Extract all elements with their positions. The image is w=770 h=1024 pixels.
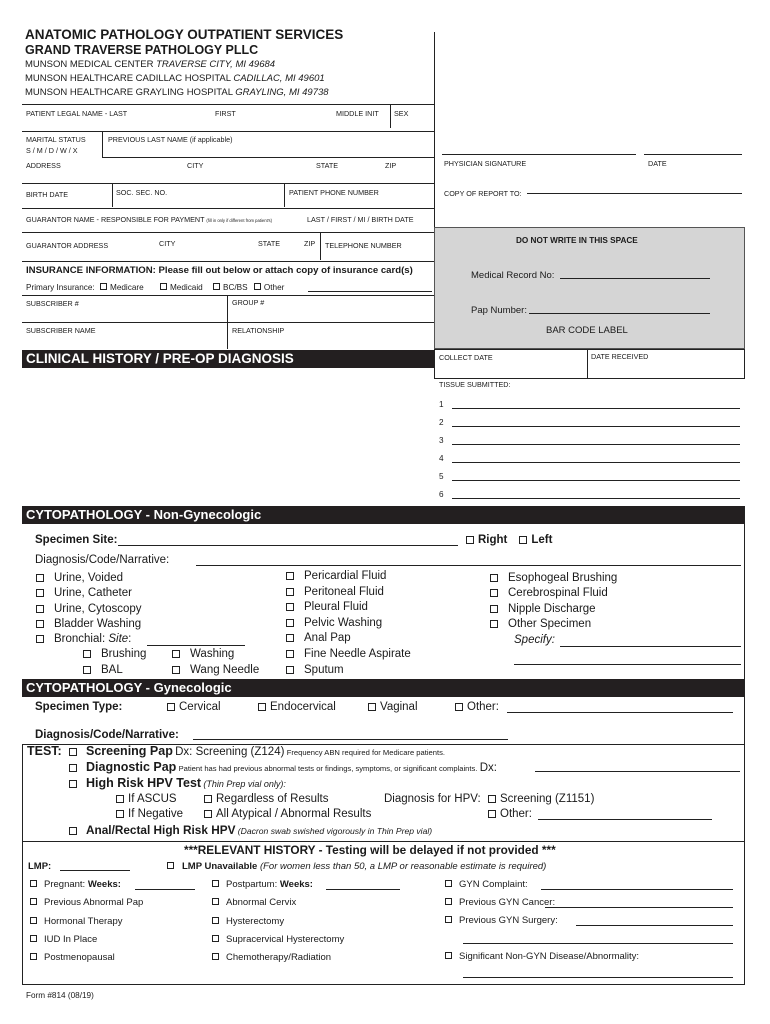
postpartum-weeks-line[interactable] — [326, 889, 400, 890]
nongyn-opt-washing[interactable] — [172, 648, 234, 660]
guarantor-text: GUARANTOR NAME - RESPONSIBLE FOR PAYMENT — [26, 215, 205, 224]
checkbox[interactable] — [455, 703, 463, 711]
primary-insurance-label: Primary Insurance: — [26, 283, 95, 292]
label-specimen-site: Specimen Site: — [35, 534, 118, 546]
nongyn-opt-esophogeal[interactable] — [490, 572, 617, 584]
checkbox[interactable] — [490, 620, 498, 628]
label-ssn: SOC. SEC. NO. — [116, 188, 168, 197]
nongyn-opt-bladder-washing[interactable] — [36, 618, 141, 630]
label-guarantor-state: STATE — [258, 239, 281, 248]
option-label: Significant Non-GYN Disease/Abnormality: — [459, 951, 640, 962]
checkbox[interactable] — [83, 650, 91, 658]
option-label: Chemotherapy/Radiation — [226, 952, 332, 963]
checkbox[interactable] — [212, 898, 219, 905]
weeks-label: Weeks: — [87, 879, 121, 890]
nongyn-opt-cerebrospinal[interactable] — [490, 587, 608, 599]
checkbox[interactable] — [488, 810, 496, 818]
nongyn-opt-brushing[interactable] — [83, 648, 146, 660]
label-zip: ZIP — [385, 161, 397, 170]
option-label: Anal Pap — [304, 632, 351, 644]
test-diagnostic-pap[interactable] — [69, 760, 497, 774]
gyn-cancer-line[interactable] — [545, 907, 733, 908]
nongyn-diagnosis-line[interactable] — [196, 565, 741, 566]
hpv-opt-other[interactable] — [488, 808, 532, 820]
checkbox[interactable] — [172, 650, 180, 658]
checkbox[interactable] — [490, 605, 498, 613]
checkbox[interactable] — [30, 880, 37, 887]
location-3-city: GRAYLING, MI 49738 — [235, 87, 329, 98]
tissue-line-2[interactable] — [452, 426, 740, 427]
hist-hormonal[interactable] — [30, 916, 123, 927]
gyn-surgery-line-2[interactable] — [463, 943, 733, 944]
option-label: Nipple Discharge — [508, 603, 596, 615]
option-label: Supracervical Hysterectomy — [226, 934, 345, 945]
grid-line — [22, 208, 435, 209]
screening-label: Screening Pap — [86, 744, 173, 758]
office-use-title: DO NOT WRITE IN THIS SPACE — [516, 236, 638, 245]
anal-label: Anal/Rectal High Risk HPV — [86, 823, 236, 837]
bronchial-site-line[interactable] — [147, 645, 245, 646]
option-label: Previous GYN Surgery: — [459, 915, 558, 926]
lmp-unavailable[interactable] — [167, 861, 546, 872]
option-label: Fine Needle Aspirate — [304, 648, 411, 660]
nongyn-opt-pleural[interactable] — [286, 601, 368, 613]
hist-gyn-cancer[interactable] — [445, 897, 555, 908]
location-1-name: MUNSON MEDICAL CENTER — [25, 59, 154, 70]
option-label: Other: — [500, 808, 532, 820]
option-label: If ASCUS — [128, 793, 177, 805]
medicare-label: Medicare — [110, 283, 144, 292]
nongyn-opt-urine-voided[interactable] — [36, 572, 123, 584]
gyn-opt-endocervical[interactable] — [258, 701, 336, 713]
nongyn-opt-anal-pap[interactable] — [286, 632, 351, 644]
physician-signature-line[interactable] — [442, 154, 636, 155]
label-middle: MIDDLE INIT — [336, 109, 379, 118]
patient-name-field[interactable] — [26, 118, 390, 128]
label-state: STATE — [316, 161, 339, 170]
medicare-checkbox[interactable] — [100, 283, 107, 290]
nongyn-opt-bronchial[interactable]: Bronchial: Site: — [36, 633, 131, 645]
specify-line[interactable] — [560, 646, 741, 647]
gyn-other-line[interactable] — [507, 712, 733, 713]
hist-hysterectomy[interactable] — [212, 916, 284, 927]
grid-line — [22, 183, 435, 184]
option-label: Endocervical — [270, 701, 336, 713]
label-relationship: RELATIONSHIP — [232, 326, 285, 335]
label-previous-name: PREVIOUS LAST NAME (if applicable) — [108, 135, 233, 144]
screening-dx: Dx: Screening (Z124) — [175, 746, 285, 758]
pap-number-line — [529, 313, 710, 314]
checkbox[interactable] — [172, 666, 180, 674]
specify-text: Specify — [514, 634, 552, 646]
grid-line — [744, 506, 745, 984]
form-number: Form #814 (08/19) — [26, 991, 94, 1000]
test-screening-pap[interactable] — [69, 744, 445, 758]
primary-insurance-row — [26, 283, 284, 292]
checkbox[interactable] — [69, 748, 77, 756]
tissue-line-1[interactable] — [452, 408, 740, 409]
label-guarantor — [26, 215, 272, 224]
checkbox[interactable] — [36, 574, 44, 582]
checkbox[interactable] — [167, 862, 174, 869]
location-1 — [25, 59, 275, 70]
nongyn-opt-other-specimen[interactable] — [490, 618, 591, 630]
label-marital: MARITAL STATUS — [26, 135, 86, 144]
option-label: Other: — [467, 701, 499, 713]
hist-non-gyn[interactable] — [445, 951, 639, 962]
hpv-opt-ascus[interactable] — [116, 793, 177, 805]
checkbox[interactable] — [36, 589, 44, 597]
option-label: Urine, Cytoscopy — [54, 603, 142, 615]
option-label: Peritoneal Fluid — [304, 586, 384, 598]
location-2 — [25, 73, 325, 84]
hist-prev-abnormal-pap[interactable] — [30, 897, 143, 908]
test-hpv[interactable] — [69, 776, 286, 790]
medicaid-checkbox[interactable] — [160, 283, 167, 290]
label-specimen-type: Specimen Type: — [35, 701, 123, 713]
option-label: BAL — [101, 664, 123, 676]
right-left-row — [466, 534, 552, 546]
option-label: Bladder Washing — [54, 618, 142, 630]
grid-line — [22, 232, 435, 233]
marital-options[interactable]: S / M / D / W / X — [26, 146, 78, 155]
location-2-name: MUNSON HEALTHCARE CADILLAC HOSPITAL — [25, 73, 231, 84]
label-nongyn-diagnosis: Diagnosis/Code/Narrative: — [35, 554, 170, 566]
dx-label: Dx: — [479, 762, 497, 774]
checkbox[interactable] — [445, 880, 452, 887]
option-label: Pelvic Washing — [304, 617, 383, 629]
location-1-city: TRAVERSE CITY, MI 49684 — [156, 59, 276, 70]
option-label: Postmenopausal — [44, 952, 115, 963]
label-test: TEST: — [27, 744, 62, 758]
medical-record-line — [560, 278, 710, 279]
clinical-history-area[interactable] — [22, 368, 435, 506]
lmp-note: (For women less than 50, a LMP or reasonable estimate is required) — [259, 861, 547, 872]
option-label: Hysterectomy — [226, 916, 285, 927]
label-pap-number: Pap Number: — [471, 305, 527, 316]
gyn-bar: CYTOPATHOLOGY - Gynecologic — [22, 679, 745, 697]
non-gyn-line[interactable] — [463, 977, 733, 978]
hpv-opt-screening[interactable] — [488, 793, 594, 805]
option-label: Esophogeal Brushing — [508, 572, 618, 584]
checkbox[interactable] — [286, 572, 294, 580]
form-title: ANATOMIC PATHOLOGY OUTPATIENT SERVICES — [25, 27, 344, 42]
checkbox[interactable] — [36, 620, 44, 628]
checkbox[interactable] — [204, 810, 212, 818]
lmp-unavailable-label: LMP Unavailable — [182, 861, 258, 872]
left-label: Left — [531, 534, 553, 546]
hist-abnormal-cervix[interactable] — [212, 897, 296, 908]
checkbox[interactable] — [69, 764, 77, 772]
option-label: Screening (Z1151) — [500, 793, 595, 805]
label-lmp: LMP: — [28, 861, 52, 872]
label-collect-date: COLLECT DATE — [439, 353, 493, 362]
option-label: Regardless of Results — [216, 793, 329, 805]
checkbox[interactable] — [36, 605, 44, 613]
screening-note: Frequency ABN required for Medicare patients. — [286, 748, 445, 757]
nongyn-opt-fna[interactable] — [286, 648, 411, 660]
nongyn-opt-peritoneal[interactable] — [286, 586, 384, 598]
label-legal-name: PATIENT LEGAL NAME - LAST — [26, 109, 128, 118]
checkbox[interactable] — [69, 827, 77, 835]
label-physician-signature: PHYSICIAN SIGNATURE — [444, 159, 527, 168]
checkbox[interactable] — [83, 666, 91, 674]
checkbox[interactable] — [30, 917, 37, 924]
grid-line — [284, 183, 285, 207]
lmp-line[interactable] — [60, 870, 130, 871]
right-checkbox[interactable] — [466, 536, 474, 544]
nongyn-opt-pericardial[interactable] — [286, 570, 386, 582]
insurance-title: INSURANCE INFORMATION: Please fill out below or attach copy of insurance card(s) — [26, 265, 413, 276]
nongyn-opt-wang-needle[interactable] — [172, 664, 259, 676]
grid-line — [22, 131, 435, 132]
label-address: ADDRESS — [26, 161, 61, 170]
hist-supracervical[interactable] — [212, 934, 344, 945]
option-label: Previous Abnormal Pap — [44, 897, 144, 908]
label-phone: PATIENT PHONE NUMBER — [289, 188, 379, 197]
checkbox[interactable] — [36, 635, 44, 643]
checkbox[interactable] — [286, 603, 294, 611]
hist-postmenopausal[interactable] — [30, 952, 115, 963]
option-label: Brushing — [101, 648, 147, 660]
label-telephone: TELEPHONE NUMBER — [325, 241, 402, 250]
hpv-opt-negative[interactable] — [116, 808, 183, 820]
nongyn-opt-sputum[interactable] — [286, 664, 344, 676]
option-label: Sputum — [304, 664, 344, 676]
grid-line — [320, 232, 321, 260]
label-guarantor-address: GUARANTOR ADDRESS — [26, 241, 109, 250]
hpv-note: (Thin Prep vial only): — [203, 779, 286, 789]
checkbox[interactable] — [445, 952, 452, 959]
hpv-label: High Risk HPV Test — [86, 776, 202, 790]
hist-postpartum[interactable] — [212, 879, 313, 890]
bcbs-label: BC/BS — [223, 283, 248, 292]
tissue-num-2: 2 — [439, 418, 444, 427]
specify-line-2[interactable] — [514, 664, 741, 665]
diagnostic-dx-line[interactable] — [535, 771, 740, 772]
gyn-opt-other[interactable] — [455, 701, 499, 713]
option-label: All Atypical / Abnormal Results — [216, 808, 372, 820]
other-insurance-checkbox[interactable] — [254, 283, 261, 290]
checkbox[interactable] — [30, 953, 37, 960]
tissue-num-6: 6 — [439, 490, 444, 499]
hist-chemo[interactable] — [212, 952, 331, 963]
label-tissue-submitted: TISSUE SUBMITTED: — [439, 380, 511, 389]
right-label: Right — [478, 534, 508, 546]
hist-gyn-complaint[interactable] — [445, 879, 528, 890]
grid-line — [22, 984, 745, 985]
checkbox[interactable] — [286, 588, 294, 596]
specimen-site-line[interactable] — [118, 545, 458, 546]
gyn-opt-cervical[interactable] — [167, 701, 221, 713]
option-label: Vaginal — [380, 701, 418, 713]
option-label: IUD In Place — [44, 934, 98, 945]
copy-report-line[interactable] — [527, 193, 742, 194]
label-dx-hpv: Diagnosis for HPV: — [384, 793, 481, 805]
gyn-diagnosis-line[interactable] — [193, 739, 508, 740]
checkbox[interactable] — [286, 666, 294, 674]
label-signature-date: DATE — [648, 159, 667, 168]
label-guarantor-city: CITY — [159, 239, 176, 248]
test-anal-hpv[interactable] — [69, 823, 432, 837]
bcbs-checkbox[interactable] — [213, 283, 220, 290]
nongyn-opt-pelvic[interactable] — [286, 617, 382, 629]
checkbox[interactable] — [368, 703, 376, 711]
label-date-received: DATE RECEIVED — [591, 352, 649, 361]
option-label: Hormonal Therapy — [44, 916, 123, 927]
grid-line — [587, 349, 588, 379]
checkbox[interactable] — [69, 780, 77, 788]
grid-line — [22, 261, 435, 262]
option-label: If Negative — [128, 808, 183, 820]
signature-date-line[interactable] — [644, 154, 742, 155]
gyn-opt-vaginal[interactable] — [368, 701, 418, 713]
checkbox[interactable] — [286, 619, 294, 627]
checkbox[interactable] — [212, 880, 219, 887]
grid-line — [390, 104, 391, 128]
checkbox[interactable] — [445, 898, 452, 905]
nongyn-opt-urine-catheter[interactable] — [36, 587, 132, 599]
label-first: FIRST — [215, 109, 236, 118]
checkbox[interactable] — [116, 795, 124, 803]
option-label: Urine, Catheter — [54, 587, 132, 599]
label-group: GROUP # — [232, 298, 265, 307]
checkbox[interactable] — [212, 935, 219, 942]
checkbox[interactable] — [212, 953, 219, 960]
option-label: Other Specimen — [508, 618, 592, 630]
option-label: Washing — [190, 648, 235, 660]
tissue-line-4[interactable] — [452, 462, 740, 463]
checkbox[interactable] — [212, 917, 219, 924]
hpv-opt-regardless[interactable] — [204, 793, 329, 805]
hpv-opt-atypical[interactable] — [204, 808, 371, 820]
other-insurance-line[interactable] — [308, 291, 432, 292]
tissue-num-5: 5 — [439, 472, 444, 481]
checkbox[interactable] — [286, 650, 294, 658]
weeks-label: Weeks: — [279, 879, 313, 890]
option-label: Cervical — [179, 701, 221, 713]
label-birth-date: BIRTH DATE — [26, 190, 69, 199]
guarantor-note: (fill in only if different from patient's) — [206, 218, 273, 223]
tissue-line-6[interactable] — [452, 498, 740, 499]
form-subtitle: GRAND TRAVERSE PATHOLOGY PLLC — [25, 43, 259, 57]
clinical-history-bar: CLINICAL HISTORY / PRE-OP DIAGNOSIS — [22, 350, 435, 368]
grid-line — [22, 744, 23, 984]
label-subscriber-no: SUBSCRIBER # — [26, 299, 79, 308]
option-label: Previous GYN Cancer: — [459, 897, 556, 908]
hist-pregnant[interactable] — [30, 879, 121, 890]
option-label: Pericardial Fluid — [304, 570, 387, 582]
hist-gyn-surgery[interactable] — [445, 915, 558, 926]
gyn-surgery-line[interactable] — [576, 925, 733, 926]
option-label: Postpartum: — [226, 879, 278, 890]
barcode-label: BAR CODE LABEL — [546, 325, 628, 336]
option-label: Urine, Voided — [54, 572, 124, 584]
grid-line — [22, 841, 745, 842]
checkbox[interactable] — [167, 703, 175, 711]
option-label: Wang Needle — [190, 664, 260, 676]
label-copy-report: COPY OF REPORT TO: — [444, 189, 522, 198]
diagnostic-note: Patient has had previous abnormal tests or findings, symptoms, or significant complaints. — [178, 764, 478, 773]
label-specify: Specify: — [514, 634, 555, 646]
checkbox[interactable] — [116, 810, 124, 818]
option-label: Cerebrospinal Fluid — [508, 587, 608, 599]
grid-line — [112, 183, 113, 207]
checkbox[interactable] — [490, 574, 498, 582]
location-2-city: CADILLAC, MI 49601 — [233, 73, 325, 84]
tissue-num-3: 3 — [439, 436, 444, 445]
checkbox[interactable] — [445, 916, 452, 923]
option-label: Pleural Fluid — [304, 601, 368, 613]
nongyn-bar: CYTOPATHOLOGY - Non-Gynecologic — [22, 506, 745, 524]
diagnostic-label: Diagnostic Pap — [86, 760, 177, 774]
option-label: GYN Complaint: — [459, 879, 528, 890]
label-medical-record: Medical Record No: — [471, 270, 555, 281]
label-sex: SEX — [394, 109, 409, 118]
grid-line — [22, 295, 435, 296]
location-3-name: MUNSON HEALTHCARE GRAYLING HOSPITAL — [25, 87, 233, 98]
option-label: Bronchial: — [54, 633, 106, 645]
other-insurance-label: Other — [263, 283, 285, 292]
checkbox[interactable] — [30, 935, 37, 942]
checkbox[interactable] — [204, 795, 212, 803]
grid-line — [22, 322, 435, 323]
anal-note: (Dacron swab swished vigorously in Thin Prep vial) — [237, 826, 433, 836]
medicaid-label: Medicaid — [169, 283, 203, 292]
hist-iud[interactable] — [30, 934, 97, 945]
label-subscriber-name: SUBSCRIBER NAME — [26, 326, 96, 335]
checkbox[interactable] — [490, 589, 498, 597]
pregnant-weeks-line[interactable] — [135, 889, 195, 890]
history-title: ***RELEVANT HISTORY - Testing will be delayed if not provided *** — [184, 843, 556, 857]
checkbox[interactable] — [488, 795, 496, 803]
nongyn-opt-nipple[interactable] — [490, 603, 596, 615]
left-checkbox[interactable] — [519, 536, 527, 544]
checkbox[interactable] — [258, 703, 266, 711]
hpv-other-line[interactable] — [538, 819, 712, 820]
gyn-complaint-line[interactable] — [541, 889, 733, 890]
tissue-line-3[interactable] — [452, 444, 740, 445]
nongyn-opt-urine-cytoscopy[interactable] — [36, 603, 142, 615]
grid-line — [22, 104, 435, 105]
grid-line — [102, 157, 435, 158]
checkbox[interactable] — [286, 634, 294, 642]
label-guarantor-zip: ZIP — [304, 239, 316, 248]
label-city: CITY — [187, 161, 204, 170]
label-gyn-diagnosis: Diagnosis/Code/Narrative: — [35, 729, 179, 741]
site-label: Site — [108, 633, 129, 645]
tissue-num-1: 1 — [439, 400, 444, 409]
tissue-line-5[interactable] — [452, 480, 740, 481]
option-label: Abnormal Cervix — [226, 897, 297, 908]
nongyn-opt-bal[interactable] — [83, 664, 123, 676]
tissue-num-4: 4 — [439, 454, 444, 463]
label-guarantor-fields: LAST / FIRST / MI / BIRTH DATE — [307, 215, 414, 224]
checkbox[interactable] — [30, 898, 37, 905]
grid-line — [102, 131, 103, 157]
option-label: Pregnant: — [44, 879, 86, 890]
location-3 — [25, 87, 329, 98]
